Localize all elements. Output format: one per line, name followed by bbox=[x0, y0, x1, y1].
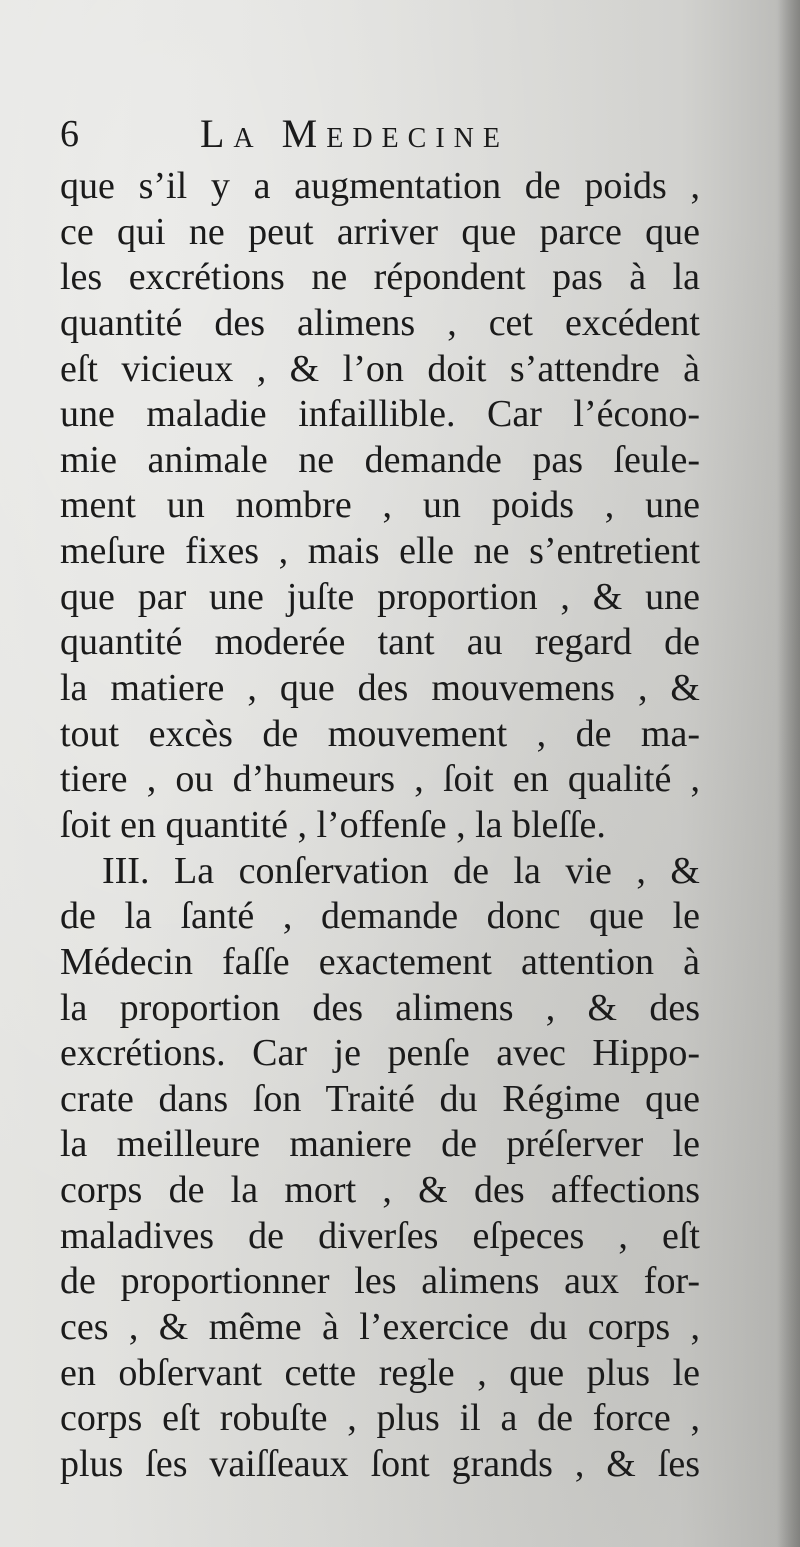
text-line: une maladie infaillible. Car l’écono- bbox=[60, 393, 700, 436]
text-line: quantité moderée tant au regard de bbox=[60, 621, 700, 664]
text-line: la matiere , que des mouvemens , & bbox=[60, 667, 700, 710]
running-title: La Medecine bbox=[200, 111, 509, 156]
text-line: corps eſt robuſte , plus il a de force , bbox=[60, 1397, 700, 1440]
text-line: mie animale ne demande pas ſeule- bbox=[60, 438, 700, 481]
text-line: eſt vicieux , & l’on doit s’attendre à bbox=[60, 347, 700, 390]
page-header bbox=[60, 112, 700, 162]
text-line: Médecin faſſe exactement attention à bbox=[60, 940, 700, 983]
text-line: de proportionner les alimens aux for- bbox=[60, 1260, 700, 1303]
text-line: que s’il y a augmentation de poids , bbox=[60, 165, 700, 207]
text-line: la meilleure maniere de préſerver le bbox=[60, 1123, 700, 1166]
text-line: les excrétions ne répondent pas à la bbox=[60, 256, 700, 299]
body-text bbox=[60, 164, 700, 1488]
page-gutter-shadow bbox=[778, 0, 800, 1547]
text-line: excrétions. Car je penſe avec Hippo- bbox=[60, 1032, 700, 1075]
text-line: ſoit en quantité , l’offenſe , la bleſſe. bbox=[60, 803, 606, 846]
page-number: 6 bbox=[60, 113, 79, 155]
text-line: ce qui ne peut arriver que parce que bbox=[60, 210, 700, 253]
text-line: de la ſanté , demande donc que le bbox=[60, 895, 700, 938]
text-line: tout excès de mouvement , de ma- bbox=[60, 712, 700, 755]
text-line: quantité des alimens , cet excédent bbox=[60, 301, 700, 344]
text-line: que par une juſte proportion , & une bbox=[60, 575, 700, 618]
text-line: ces , & même à l’exercice du corps , bbox=[60, 1306, 700, 1349]
text-line: ment un nombre , un poids , une bbox=[60, 484, 700, 527]
text-line: maladives de diverſes eſpeces , eſt bbox=[60, 1214, 700, 1257]
text-line: la proportion des alimens , & des bbox=[60, 986, 700, 1029]
text-line: corps de la mort , & des affections bbox=[60, 1169, 700, 1212]
text-line: en obſervant cette regle , que plus le bbox=[60, 1351, 700, 1394]
text-line: meſure fixes , mais elle ne s’entretient bbox=[60, 530, 700, 573]
text-line: crate dans ſon Traité du Régime que bbox=[60, 1077, 700, 1120]
text-line: tiere , ou d’humeurs , ſoit en qualité , bbox=[60, 758, 700, 801]
text-line: III. La conſervation de la vie , & bbox=[102, 849, 700, 892]
text-line: plus ſes vaiſſeaux ſont grands , & ſes bbox=[60, 1442, 700, 1485]
